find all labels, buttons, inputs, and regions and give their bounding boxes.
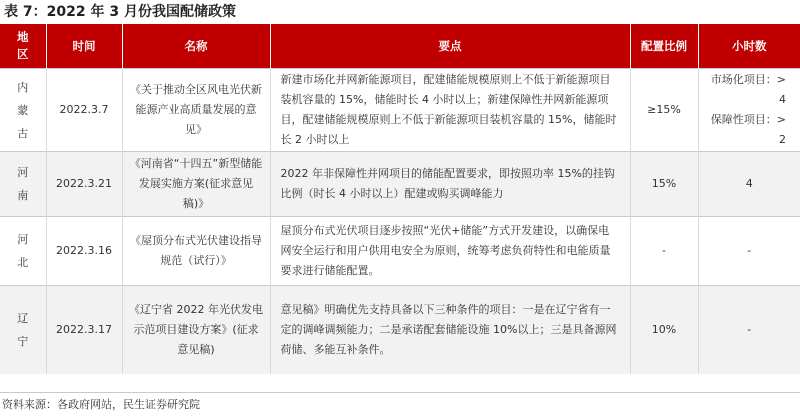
cell-points: 意见稿》明确优先支持具备以下三种条件的项目：一是在辽宁省有一定的调峰调频能力；二是承诺配套储能设施 10%以上；三是具备源网荷储、多能互补条件。 [270, 286, 630, 375]
cell-hours: - [698, 286, 800, 375]
cell-date: 2022.3.21 [46, 152, 122, 217]
cell-ratio: ≥15% [630, 69, 698, 152]
cell-hours: 4 [698, 152, 800, 217]
header-points: 要点 [270, 24, 630, 69]
table-row [0, 152, 800, 217]
header-date: 时间 [46, 24, 122, 69]
table-row [0, 69, 800, 152]
header-name: 名称 [122, 24, 270, 69]
cell-region: 辽宁 [0, 286, 46, 375]
header-hours: 小时数 [698, 24, 800, 69]
cell-name: 《关于推动全区风电光伏新能源产业高质量发展的意见》 [122, 69, 270, 152]
source-note: 资料来源：各政府网站，民生证券研究院 [2, 398, 200, 411]
cell-hours: - [698, 217, 800, 286]
cell-region: 河南 [0, 152, 46, 217]
cell-points: 屋顶分布式光伏项目逐步按照“光伏+储能”方式开发建设，以确保电网安全运行和用户供用电安全为原则，统筹考虑负荷特性和电能质量要求进行储能配置。 [270, 217, 630, 286]
header-region: 地区 [0, 24, 46, 69]
cell-ratio: 15% [630, 152, 698, 217]
cell-name: 《河南省“十四五”新型储能发展实施方案(征求意见稿)》 [122, 152, 270, 217]
table-row [0, 286, 800, 375]
cell-ratio: - [630, 217, 698, 286]
table-bottom-border [0, 392, 800, 393]
header-ratio: 配置比例 [630, 24, 698, 69]
table-title: 表 7：2022 年 3 月份我国配储政策 [4, 4, 236, 20]
cell-date: 2022.3.7 [46, 69, 122, 152]
cell-points: 2022 年非保障性并网项目的储能配置要求，即按照功率 15%的挂钩比例（时长 4 小时以上）配建或购买调峰能力 [270, 152, 630, 217]
policy-table [0, 24, 800, 374]
cell-name: 《辽宁省 2022 年光伏发电示范项目建设方案》(征求意见稿) [122, 286, 270, 375]
cell-date: 2022.3.17 [46, 286, 122, 375]
cell-date: 2022.3.16 [46, 217, 122, 286]
cell-region: 内蒙古 [0, 69, 46, 152]
cell-region: 河北 [0, 217, 46, 286]
cell-name: 《屋顶分布式光伏建设指导规范（试行）》 [122, 217, 270, 286]
cell-points: 新建市场化并网新能源项目，配建储能规模原则上不低于新能源项目装机容量的 15%，储能时长 4 小时以上；新建保障性并网新能源项目，配建储能规模原则上不低于新能源项目装机容量的 15%，储能时长 2 小时以上 [270, 69, 630, 152]
cell-hours: 市场化项目：> 4 保障性项目：> 2 [698, 69, 800, 152]
table-header-row [0, 24, 800, 69]
table-row [0, 217, 800, 286]
cell-ratio: 10% [630, 286, 698, 375]
